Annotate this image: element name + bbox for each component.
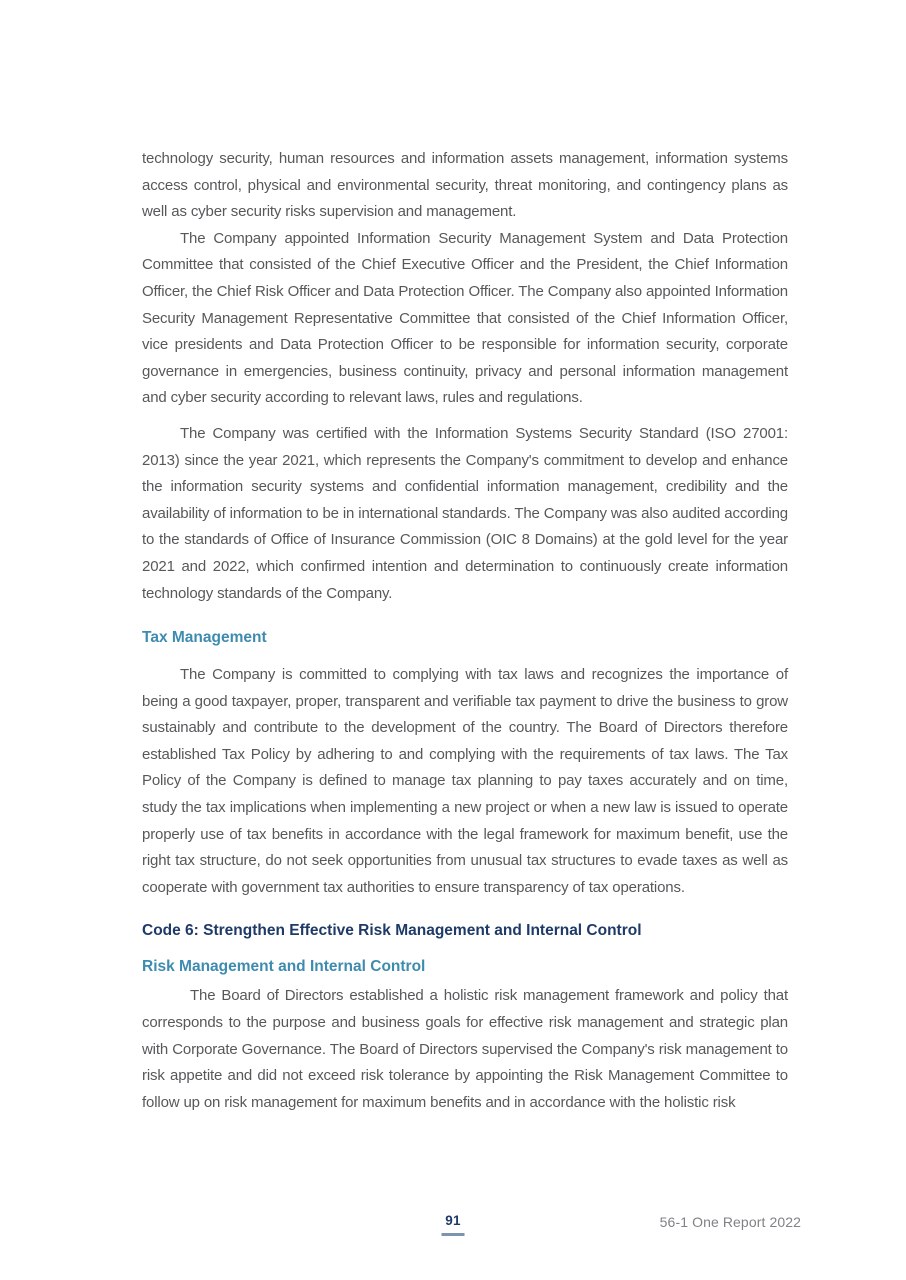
page-number-text: 91 [445,1213,461,1228]
paragraph-security-continuation: technology security, human resources and information assets management, information systems access control, physical and environmental security, threat monitoring, and contingency plans as well as cyber security risks supervision and management. [142,150,788,221]
page-content [142,146,788,1116]
heading-tax-management: Tax Management [142,629,267,647]
page-number [442,1212,465,1236]
heading-risk-management: Risk Management and Internal Control [142,958,426,976]
paragraph-risk-management: The Board of Directors established a holistic risk management framework and policy that corresponds to the purpose and business goals for effective risk management and strategic plan with Corporate Governance. The Board of Directors supervised the Company's risk management to risk appetite and did not exceed risk tolerance by appointing the Risk Management Committee to follow up on risk management for maximum benefits and in accordance with the holistic risk [142,987,788,1111]
heading-code-6: Code 6: Strengthen Effective Risk Management and Internal Control [142,922,642,940]
paragraph-tax-policy: The Company is committed to complying with tax laws and recognizes the importance of being a good taxpayer, proper, transparent and verifiable tax payment to drive the business to grow sustainably and contribute to the development of the country. The Board of Directors therefore established Tax Policy by adhering to and complying with the requirements of tax laws. The Tax Policy of the Company is defined to manage tax planning to pay taxes accurately and on time, study the tax implications when implementing a new project or when a new law is issued to operate properly use of tax benefits in accordance with the legal framework for maximum benefit, use the right tax structure, do not seek opportunities from unusual tax structures to evade taxes as well as cooperate with government tax authorities to ensure transparency of tax operations. [142,666,788,896]
paragraph-iso-certification: The Company was certified with the Information Systems Security Standard (ISO 27001: 2013) since the year 2021, which represents the Company's commitment to develop and enhance the information security systems and confidential information management, credibility and the availability of information to be in international standards. The Company was also audited according to the standards of Office of Insurance Commission (OIC 8 Domains) at the gold level for the year 2021 and 2022, which confirmed intention and determination to continuously create information technology standards of the Company. [142,424,788,602]
page-number-underline [442,1233,465,1236]
report-title-footer: 56-1 One Report 2022 [659,1214,801,1230]
paragraph-infosec-committee: The Company appointed Information Security Management System and Data Protection Committee that consisted of the Chief Executive Officer and the President, the Chief Information Officer, the Chief Risk Officer and Data Protection Officer. The Company also appointed Information Security Management Representative Committee that consisted of the Chief Information Officer, vice presidents and Data Protection Officer to be responsible for information security, corporate governance in emergencies, business continuity, privacy and personal information management and cyber security according to relevant laws, rules and regulations. [142,229,788,407]
